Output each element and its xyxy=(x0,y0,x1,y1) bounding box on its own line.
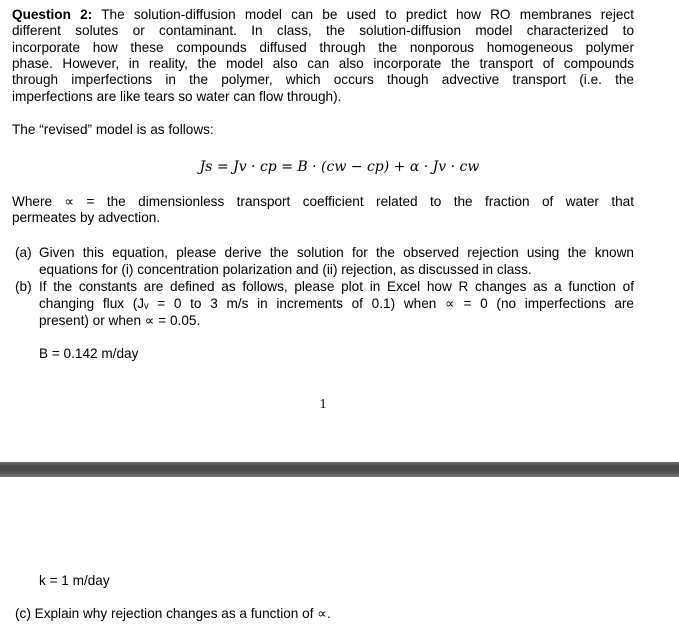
part-c: (c) Explain why rejection changes as a function of ∝. xyxy=(15,606,331,621)
question-line-1 xyxy=(12,7,634,23)
question-line-4: phase. However, in reality, the model also can also incorporate the transport of compounds xyxy=(12,56,634,71)
question-line-3: incorporate how these compounds diffused through the nonporous homogeneous polymer xyxy=(12,40,634,55)
where-line-1: Where ∝ = the dimensionless transport coefficient related to the fraction of water that xyxy=(12,194,634,209)
question-line-2: different solutes or contaminant. In class, the solution-diffusion model characterized to xyxy=(12,23,634,38)
part-a-line-2: equations for (i) concentration polarization and (ii) rejection, as discussed in class. xyxy=(39,262,532,277)
constant-b: B = 0.142 m/day xyxy=(39,346,139,361)
page-number: 1 xyxy=(319,397,327,412)
part-a-line-1: Given this equation, please derive the solution for the observed rejection using the known xyxy=(39,245,634,260)
constant-k: k = 1 m/day xyxy=(39,573,110,588)
question-text-1: The solution-diffusion model can be used to predict how RO membranes reject xyxy=(92,7,634,22)
question-line-5: through imperfections in the polymer, which occurs though advective transport (i.e. the xyxy=(12,72,634,87)
question-line-6: imperfections are like tears so water can flow through). xyxy=(12,89,342,104)
revised-intro: The “revised” model is as follows: xyxy=(12,122,214,137)
rejection-equation: Js = Jv · cp = B · (cw − cp) + α · Jv · cw xyxy=(199,159,480,175)
part-b-line-3: present) or when ∝ = 0.05. xyxy=(39,313,201,328)
page-separator xyxy=(0,462,679,477)
part-b-line-1: If the constants are defined as follows, please plot in Excel how R changes as a function of xyxy=(39,279,634,294)
part-a-label: (a) xyxy=(15,245,32,260)
part-b-line-2: changing flux (Jᵥ = 0 to 3 m/s in increments of 0.1) when ∝ = 0 (no imperfections are xyxy=(39,296,634,311)
part-b-label: (b) xyxy=(15,279,32,294)
page-2 xyxy=(0,477,679,631)
question-label: Question 2: xyxy=(12,7,93,22)
where-line-2: permeates by advection. xyxy=(12,210,161,225)
